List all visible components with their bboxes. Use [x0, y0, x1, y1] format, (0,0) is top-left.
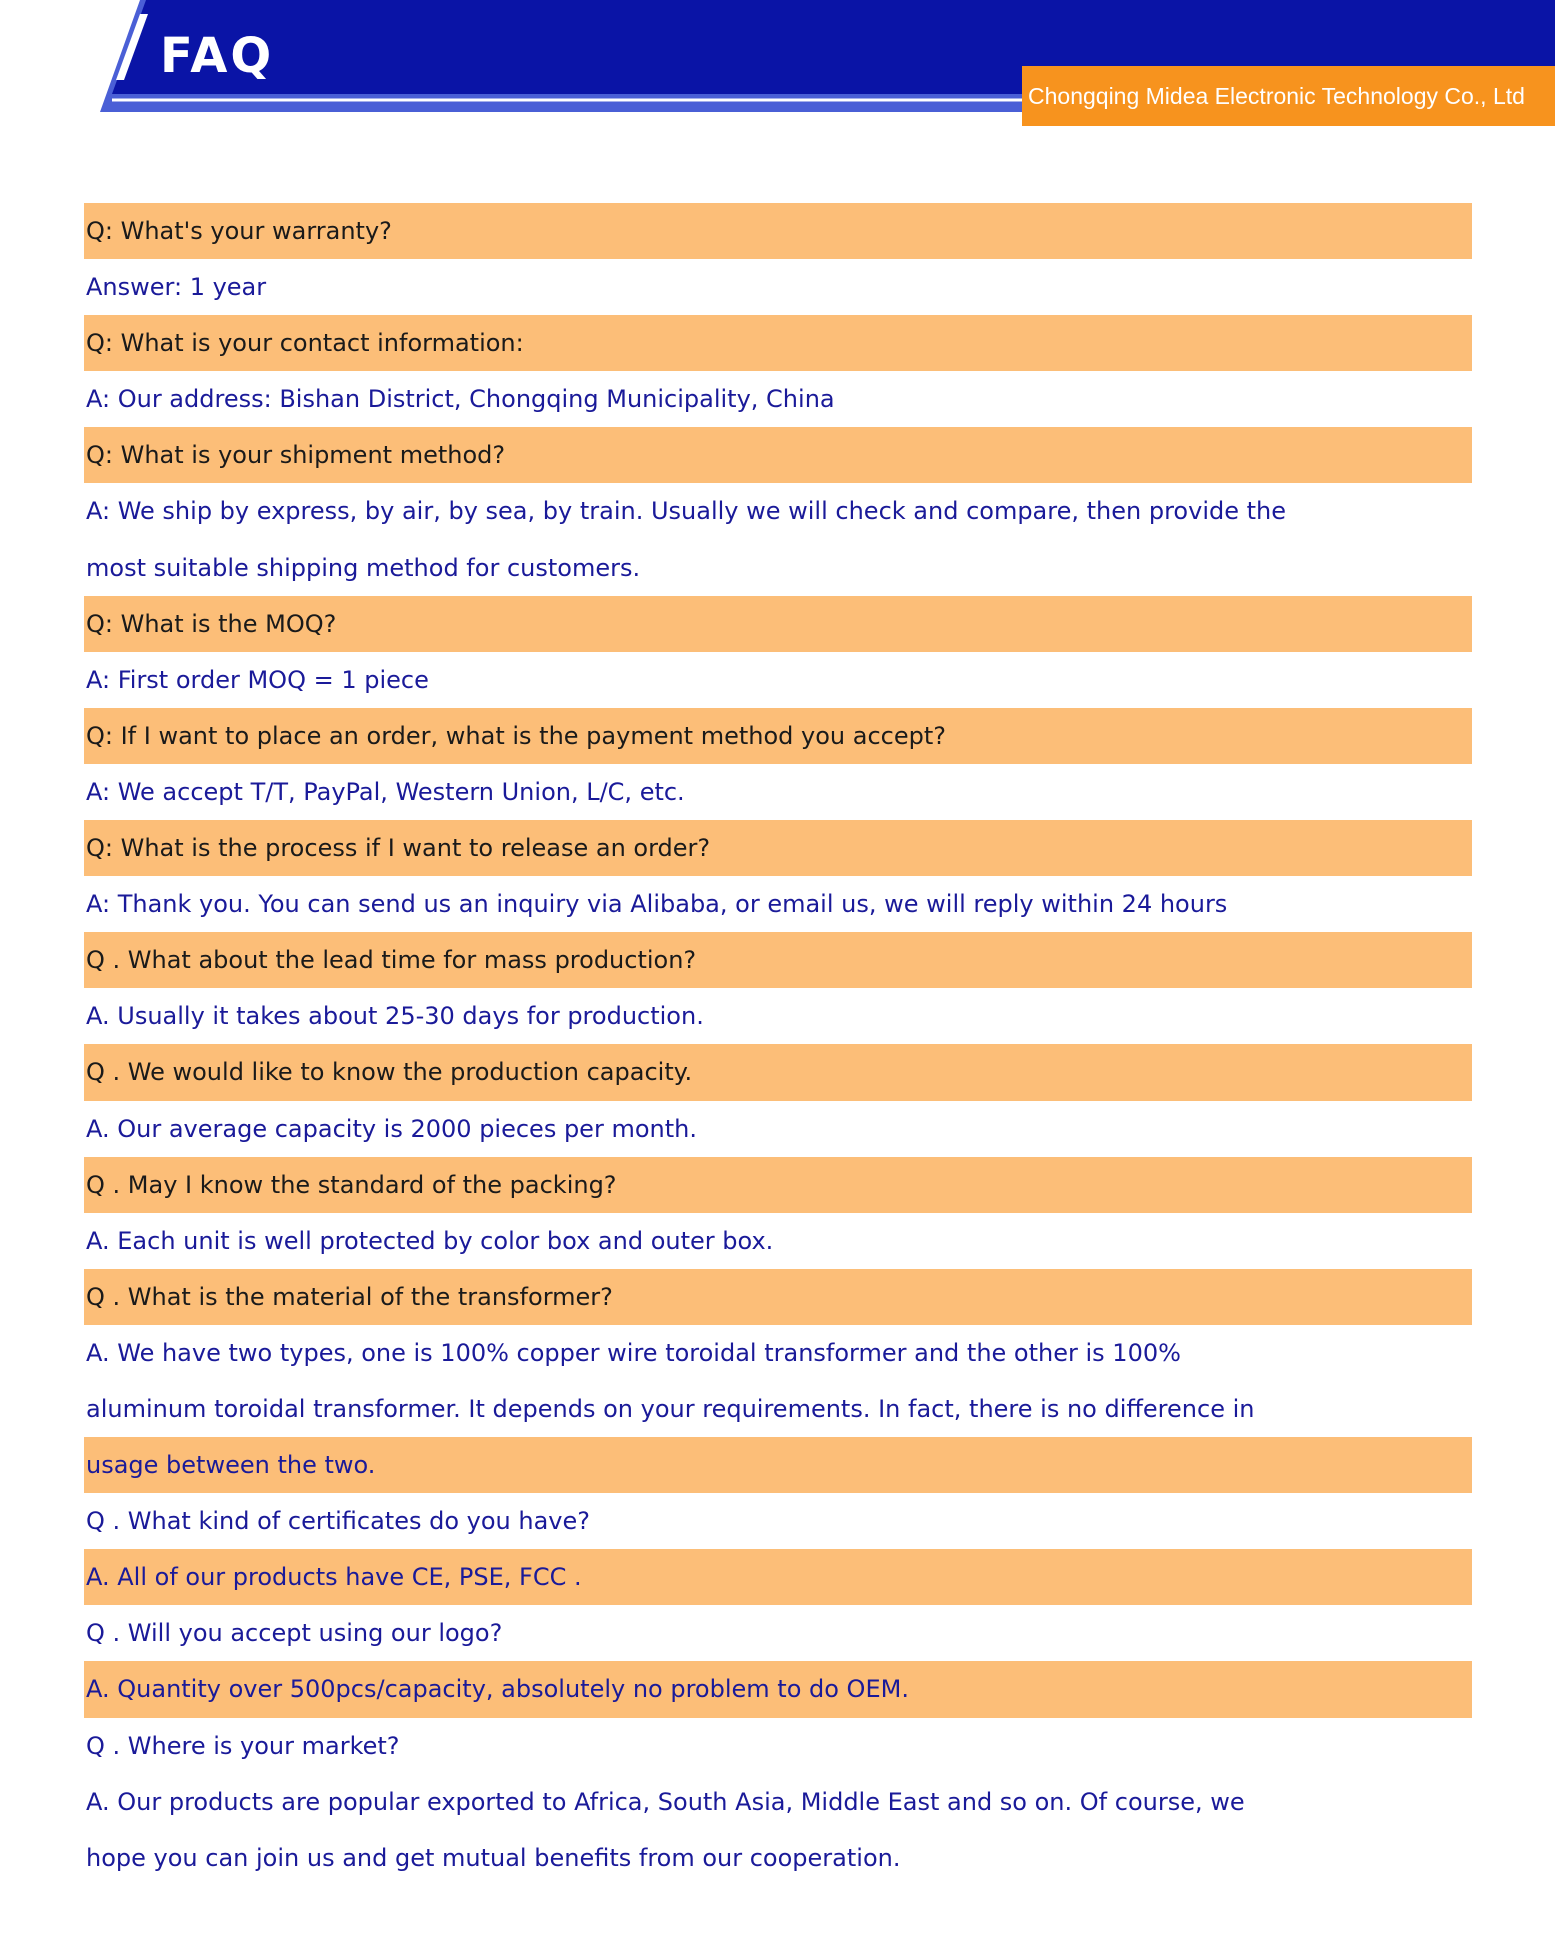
faq-answer: A. All of our products have CE, PSE, FCC .	[84, 1549, 1472, 1605]
faq-question: Q: What is the process if I want to release an order?	[84, 820, 1472, 876]
faq-question: Q . We would like to know the production capacity.	[84, 1044, 1472, 1100]
faq-answer: A. Our products are popular exported to Africa, South Asia, Middle East and so on. Of course, we	[86, 1787, 1245, 1816]
faq-answer: A. Quantity over 500pcs/capacity, absolutely no problem to do OEM.	[84, 1661, 1472, 1717]
faq-header	[0, 0, 1555, 135]
faq-question: Q . What is the material of the transformer?	[84, 1269, 1472, 1325]
faq-title: FAQ	[160, 28, 275, 84]
faq-question: Q . May I know the standard of the packing?	[84, 1157, 1472, 1213]
faq-answer: A: Thank you. You can send us an inquiry via Alibaba, or email us, we will reply within 24 hours	[86, 890, 1228, 919]
faq-answer: A. We have two types, one is 100% copper wire toroidal transformer and the other is 100%	[86, 1338, 1181, 1367]
faq-answer: A: First order MOQ = 1 piece	[86, 665, 429, 694]
faq-answer: Q . Will you accept using our logo?	[86, 1619, 503, 1648]
faq-question: Q: What is the MOQ?	[84, 596, 1472, 652]
faq-question: Q: If I want to place an order, what is the payment method you accept?	[84, 708, 1472, 764]
faq-answer: most suitable shipping method for customers.	[86, 553, 641, 582]
company-name: Chongqing Midea Electronic Technology Co., Ltd	[1028, 83, 1525, 109]
faq-answer: A. Usually it takes about 25-30 days for production.	[86, 1002, 704, 1031]
faq-answer: A. Our average capacity is 2000 pieces per month.	[86, 1114, 697, 1143]
faq-question: Q: What is your contact information:	[84, 315, 1472, 371]
faq-question: Q . What about the lead time for mass production?	[84, 932, 1472, 988]
chevron-down-circle-icon	[0, 0, 64, 64]
faq-answer: A: We ship by express, by air, by sea, by train. Usually we will check and compare, then provide the	[86, 497, 1286, 526]
faq-answer: aluminum toroidal transformer. It depends on your requirements. In fact, there is no difference in	[86, 1394, 1255, 1423]
faq-answer: Answer: 1 year	[86, 273, 267, 302]
faq-answer: A: Our address: Bishan District, Chongqing Municipality, China	[86, 385, 835, 414]
faq-list	[84, 203, 1472, 1886]
faq-answer: A: We accept T/T, PayPal, Western Union, L/C, etc.	[86, 777, 685, 806]
faq-question: Q: What is your shipment method?	[84, 427, 1472, 483]
faq-question: Q: What's your warranty?	[84, 203, 1472, 259]
faq-answer: hope you can join us and get mutual benefits from our cooperation.	[86, 1843, 901, 1872]
faq-answer: usage between the two.	[84, 1437, 1472, 1493]
faq-answer: Q . What kind of certificates do you have?	[86, 1507, 590, 1536]
faq-answer: Q . Where is your market?	[86, 1731, 400, 1760]
faq-answer: A. Each unit is well protected by color box and outer box.	[86, 1226, 774, 1255]
company-tab	[1022, 66, 1555, 126]
